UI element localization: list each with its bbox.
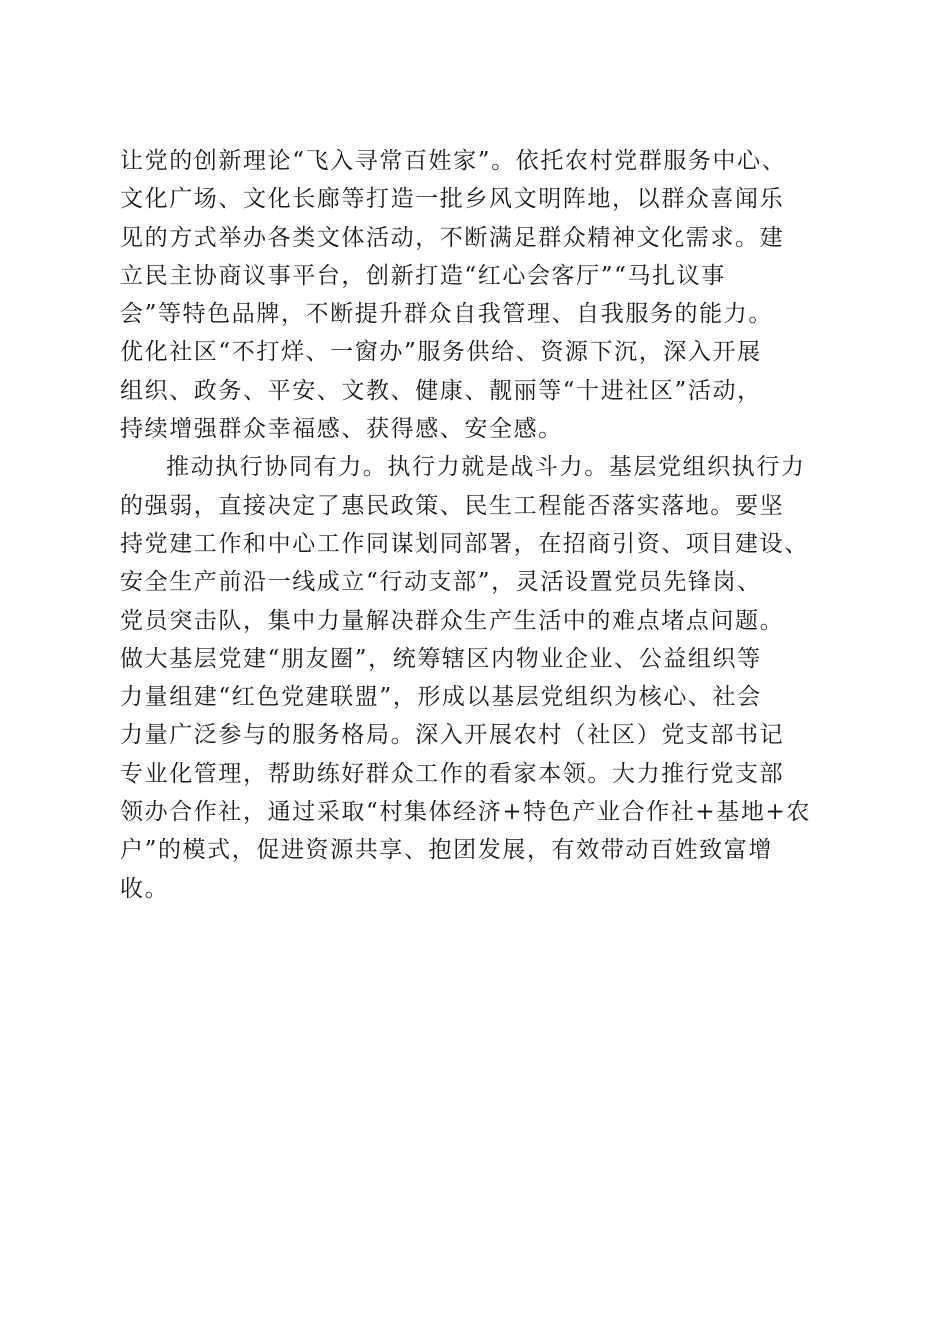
text-line: 组织、政务、平安、文教、健康、靓丽等“十进社区”活动， <box>120 377 762 404</box>
text-line: 文化广场、文化长廊等打造一批乡风文明阵地，以群众喜闻乐 <box>120 186 785 213</box>
text-line: 专业化管理，帮助练好群众工作的看家本领。大力推行党支部 <box>120 760 785 787</box>
text-line: 见的方式举办各类文体活动，不断满足群众精神文化需求。建 <box>120 224 785 251</box>
text-line: 力量组建“红色党建联盟”，形成以基层党组织为核心、社会 <box>120 684 762 711</box>
text-line: 领办合作社，通过采取“村集体经济+特色产业合作社+基地+农 <box>120 799 811 826</box>
paragraph-2 <box>120 448 840 908</box>
text-line: 户”的模式，促进资源共享、抱团发展，有效带动百姓致富增 <box>120 837 773 864</box>
text-line: 安全生产前沿一线成立“行动支部”，灵活设置党员先锋岗、 <box>120 569 762 596</box>
text-line: 党员突击队，集中力量解决群众生产生活中的难点堵点问题。 <box>120 607 785 634</box>
text-line: 推动执行协同有力。执行力就是战斗力。基层党组织执行力 <box>166 454 806 481</box>
text-line: 持党建工作和中心工作同谋划同部署，在招商引资、项目建设、 <box>120 530 809 557</box>
text-line: 力量广泛参与的服务格局。深入开展农村（社区）党支部书记 <box>120 722 785 749</box>
text-line: 持续增强群众幸福感、获得感、安全感。 <box>120 416 563 443</box>
text-line: 立民主协商议事平台，创新打造“红心会客厅”“马扎议事 <box>120 262 726 289</box>
text-line: 让党的创新理论“飞入寻常百姓家”。依托农村党群服务中心、 <box>120 148 787 174</box>
text-line: 的强弱，直接决定了惠民政策、民生工程能否落实落地。要坚 <box>120 492 785 519</box>
text-line: 收。 <box>120 875 170 902</box>
paragraph-1 <box>120 142 840 448</box>
text-line: 会”等特色品牌，不断提升群众自我管理、自我服务的能力。 <box>120 301 773 328</box>
body-text <box>120 142 840 908</box>
text-line: 优化社区“不打烊、一窗办”服务供给、资源下沉，深入开展 <box>120 339 762 366</box>
text-line: 做大基层党建“朋友圈”，统筹辖区内物业企业、公益组织等 <box>120 645 762 672</box>
